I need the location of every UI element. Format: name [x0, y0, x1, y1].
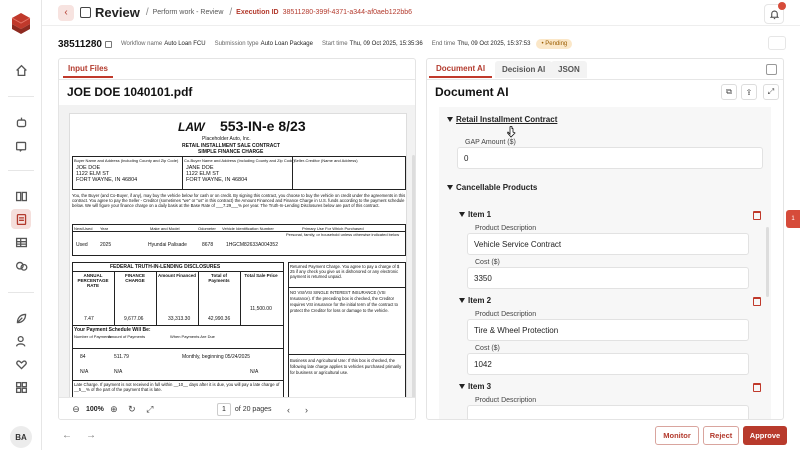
pdf-tila-col: Total of Payments	[208, 273, 230, 283]
pdf-veh-header: Make and Model	[150, 226, 180, 231]
tab-input-files[interactable]: Input Files	[63, 61, 113, 78]
divider	[427, 79, 783, 80]
sidebar	[0, 0, 42, 450]
tab-json[interactable]: JSON	[551, 61, 587, 78]
pdf-viewer[interactable]	[59, 105, 416, 397]
pdf-sched-value: 511.79	[114, 354, 129, 360]
caret-down-icon	[459, 298, 465, 303]
pdf-divider	[182, 156, 183, 190]
cost-label: Cost ($)	[475, 345, 500, 352]
status-badge: • Pending	[536, 39, 572, 49]
pdf-returned-payment: Returned Payment Charge. You agree to pay a charge of $ 25 if any check you give us is dishonored or any electronic payment is returned unpaid.	[290, 264, 400, 279]
item-2-header[interactable]	[459, 296, 491, 305]
fullscreen-icon[interactable]: ⤢	[146, 404, 154, 414]
pdf-sched-header: Number of Payments	[74, 334, 112, 339]
upload-icon[interactable]: ⇪	[741, 84, 757, 100]
file-title: JOE DOE 1040101.pdf	[67, 85, 193, 99]
section-title[interactable]: Retail Installment Contract	[456, 115, 558, 124]
pdf-na: N/A	[114, 369, 123, 375]
extraction-form	[439, 107, 771, 420]
execution-id-label: Execution ID	[236, 9, 279, 16]
zoom-in-icon[interactable]: ⊕	[110, 404, 118, 414]
pdf-buyer-name: JOE DOE	[76, 165, 101, 171]
sidebar-divider	[8, 292, 34, 293]
chat-check-icon[interactable]	[11, 136, 31, 156]
comments-icon[interactable]	[11, 256, 31, 276]
pdf-scrollbar[interactable]	[412, 155, 415, 397]
extraction-pane	[426, 58, 784, 420]
pdf-veh-header: Primary Use For Which Purchased	[302, 226, 364, 231]
product-description-label: Product Description	[475, 225, 537, 232]
pdf-veh-value: 2025	[100, 242, 112, 248]
notes-tab[interactable]: 1	[786, 210, 800, 228]
pdf-cobuyer-city: FORT WAYNE, IN 46804	[186, 177, 248, 183]
pdf-intro: You, the Buyer (and Co-Buyer, if any), may buy the vehicle below for cash or on credit. By signing this contract, you choose to buy the vehicle on credit under the agreements in this contract. You agree to pay the Seller - Creditor (sometimes "we" or "us" in this contract) the Amount Financed and Finance Charge in U.S. funds according to the payment schedule below. We will figure your finance charge on a daily basis at the Base Rate of ___7.29___% per year. The Truth-In-Lending Disclosures below are part of this contract.	[72, 193, 406, 209]
pdf-veh-header: Odometer	[198, 226, 216, 231]
execution-number: 38511280	[58, 38, 102, 50]
pdf-divider	[114, 271, 115, 325]
heart-hand-icon[interactable]	[11, 354, 31, 374]
leaf-icon[interactable]	[11, 308, 31, 328]
previous-arrow-icon[interactable]: ←	[62, 429, 72, 441]
pdf-form-number: 553-IN-e 8/23	[220, 118, 306, 134]
execution-meta	[58, 36, 572, 52]
pdf-buyer-street: 1122 ELM ST	[76, 171, 110, 177]
form-scrollbar[interactable]	[766, 227, 769, 297]
pdf-divider	[72, 271, 284, 272]
divider	[59, 79, 415, 80]
apps-grid-icon[interactable]	[11, 377, 31, 397]
item-label: Item 3	[468, 382, 492, 391]
pdf-placeholder: Placeholder Auto, Inc.	[202, 136, 251, 142]
pdf-tila-col: Total Sale Price	[244, 273, 278, 278]
item-1-header[interactable]	[459, 210, 491, 219]
end-value: Thu, 09 Oct 2025, 15:37:53	[457, 41, 531, 47]
notifications-button[interactable]	[764, 4, 784, 24]
bell-icon	[769, 9, 780, 20]
product-description-label: Product Description	[475, 397, 537, 404]
section-title: Cancellable Products	[456, 183, 538, 192]
pdf-divider	[72, 325, 284, 326]
product-description-label: Product Description	[475, 311, 537, 318]
cost-field[interactable]: 1042	[467, 353, 749, 375]
end-label: End time	[431, 41, 456, 47]
pdf-tila-value: 9,677.06	[124, 316, 144, 322]
item-label: Item 1	[468, 210, 492, 219]
pdf-tila-value: 33,313.30	[168, 316, 191, 322]
pdf-toolbar	[59, 397, 416, 420]
tab-decision-ai[interactable]: Decision AI	[495, 61, 552, 78]
product-description-field[interactable]: Vehicle Service Contract	[467, 233, 749, 255]
pdf-buyer-label: Buyer Name and Address (Including County and Zip Code)	[74, 158, 179, 163]
page-number-input[interactable]: 1	[217, 403, 231, 416]
layout-icon[interactable]	[766, 64, 777, 75]
avatar[interactable]: BA	[10, 426, 32, 448]
columns-icon[interactable]	[11, 186, 31, 206]
cost-label: Cost ($)	[475, 259, 500, 266]
panel-toggle-icon[interactable]	[768, 36, 786, 50]
caret-down-icon	[459, 384, 465, 389]
pdf-contract-subtitle: SIMPLE FINANCE CHARGE	[198, 149, 264, 155]
back-button[interactable]: ‹	[58, 5, 74, 21]
sidebar-divider	[8, 170, 34, 171]
start-value: Thu, 09 Oct 2025, 15:35:36	[349, 41, 423, 47]
pdf-sched-value: Monthly, beginning 05/24/2025	[182, 354, 251, 360]
start-label: Start time	[321, 41, 348, 47]
pdf-tila-value: 7.47	[84, 316, 94, 322]
document-icon	[80, 7, 91, 18]
pdf-veh-header: Year	[100, 226, 109, 231]
gap-amount-field[interactable]: 0	[457, 147, 763, 169]
pdf-divider	[156, 271, 157, 325]
panel-title: Document AI	[435, 85, 509, 99]
home-icon[interactable]	[11, 60, 31, 80]
pdf-tila-col: Amount Financed	[158, 273, 196, 278]
expand-icon[interactable]: ⤢	[763, 84, 779, 100]
pdf-vsi-insurance: NO VSI/VSI SINGLE INTEREST INSURANCE (VSI Insurance). If the preceding box is checked, the Creditor requires VSI insurance for the initial term of the contract to protect the Creditor for loss or damage to the vehicle.	[290, 290, 398, 313]
tab-document-ai[interactable]: Document AI	[429, 61, 492, 78]
zoom-out-icon[interactable]: ⊖	[72, 404, 80, 414]
prev-page-icon[interactable]: ‹	[287, 404, 290, 415]
pdf-divider	[72, 348, 284, 349]
pdf-primary-use: Personal, family, or household unless otherwise indicated below	[286, 232, 400, 237]
user-settings-icon[interactable]	[11, 331, 31, 351]
trash-icon[interactable]	[753, 383, 761, 392]
pdf-side-box	[288, 262, 406, 397]
trash-icon[interactable]	[753, 297, 761, 306]
pdf-late-charge: Late Charge. If payment is not received in full within __10__ days after it is due, you will pay a late charge of __5__% of the part of the payment that is late.	[74, 382, 280, 392]
pdf-divider	[288, 354, 406, 355]
page-count: of 20 pages	[234, 406, 272, 413]
pdf-na: N/A	[250, 369, 259, 375]
pdf-cobuyer-street: 1122 ELM ST	[186, 171, 220, 177]
footer-bar	[42, 420, 800, 450]
copy-icon[interactable]: ⧉	[721, 84, 737, 100]
workflow-value: Auto Loan FCU	[164, 41, 206, 47]
pdf-divider	[198, 271, 199, 325]
pdf-veh-value: Hyundai Palisade	[148, 242, 187, 248]
pdf-veh-value: Used	[76, 242, 88, 248]
pdf-law-logo: LAW	[178, 120, 205, 134]
review-icon[interactable]	[11, 209, 31, 229]
product-description-field[interactable]	[467, 405, 749, 420]
pdf-business-use: Business and Agricultural Use: If this box is checked, the following late charge applies to vehicles purchased primarily for business or agricultural use.	[290, 358, 402, 375]
caret-down-icon	[459, 212, 465, 217]
pdf-sched-header: When Payments Are Due	[170, 334, 215, 339]
pdf-veh-value: 1HGCM82633A004352	[226, 242, 278, 248]
zoom-level: 100%	[86, 406, 104, 413]
pdf-seller-label: Seller-Creditor (Name and Address)	[294, 158, 358, 163]
app-logo[interactable]	[8, 10, 34, 36]
pdf-tila-col: ANNUAL PERCENTAGE RATE	[77, 273, 109, 288]
pdf-veh-header: New/Used	[74, 226, 93, 231]
pdf-schedule-title: Your Payment Schedule Will Be:	[74, 327, 151, 333]
pdf-veh-header: Vehicle Identification Number	[222, 226, 274, 231]
pdf-tila-value: 11,500.00	[250, 306, 272, 312]
item-label: Item 2	[468, 296, 492, 305]
pdf-sched-value: 84	[80, 354, 86, 360]
notification-badge	[778, 2, 786, 10]
robot-icon[interactable]	[11, 112, 31, 132]
pdf-na: N/A	[80, 369, 89, 375]
reject-button[interactable]: Reject	[703, 426, 739, 445]
next-arrow-icon[interactable]: →	[86, 429, 96, 441]
caret-down-icon	[447, 185, 453, 190]
item-3-header[interactable]	[459, 382, 491, 391]
pdf-sched-header: Amount of Payments	[108, 334, 146, 339]
pdf-cobuyer-label: Co-Buyer Name and Address (Including County and Zip Code)	[184, 158, 295, 163]
cost-field[interactable]: 3350	[467, 267, 749, 289]
pdf-cobuyer-name: JANE DOE	[186, 165, 214, 171]
caret-down-icon	[447, 117, 453, 122]
product-description-field[interactable]: Tire & Wheel Protection	[467, 319, 749, 341]
pdf-divider	[72, 380, 284, 381]
submission-label: Submission type	[214, 41, 259, 47]
submission-value: Auto Loan Package	[260, 41, 313, 47]
pdf-tila-title: FEDERAL TRUTH-IN-LENDING DISCLOSURES	[110, 264, 221, 270]
input-files-pane	[58, 58, 416, 420]
sidebar-divider	[8, 96, 34, 97]
rotate-icon[interactable]: ↻	[128, 404, 136, 414]
top-bar	[42, 0, 800, 26]
execution-id: 38511280-399f-4371-a344-af0aeb122bb6	[282, 9, 413, 16]
table-icon[interactable]	[11, 232, 31, 252]
page-title: Review	[95, 5, 140, 20]
pdf-tila-col: FINANCE CHARGE	[125, 273, 145, 283]
section-cancellable-products[interactable]	[447, 183, 537, 192]
next-page-icon[interactable]: ›	[305, 404, 308, 415]
pdf-page	[69, 113, 407, 397]
approve-button[interactable]: Approve	[743, 426, 787, 445]
copy-icon[interactable]	[105, 41, 112, 48]
pdf-contract-title: RETAIL INSTALLMENT SALE CONTRACT	[182, 143, 281, 149]
section-retail-contract[interactable]	[447, 115, 557, 124]
trash-icon[interactable]	[753, 211, 761, 220]
pdf-tila-value: 42,990.36	[208, 316, 231, 322]
pdf-divider	[288, 287, 406, 288]
breadcrumb[interactable]: Perform work - Review	[152, 9, 224, 16]
gap-amount-label: GAP Amount ($)	[465, 139, 516, 146]
pdf-divider	[240, 271, 241, 325]
breadcrumb-separator: /	[145, 7, 149, 18]
pdf-veh-value: 8678	[202, 242, 214, 248]
workflow-label: Workflow name	[120, 41, 163, 47]
monitor-button[interactable]: Monitor	[655, 426, 699, 445]
breadcrumb-separator: /	[229, 7, 233, 18]
pdf-buyer-city: FORT WAYNE, IN 46804	[76, 177, 138, 183]
